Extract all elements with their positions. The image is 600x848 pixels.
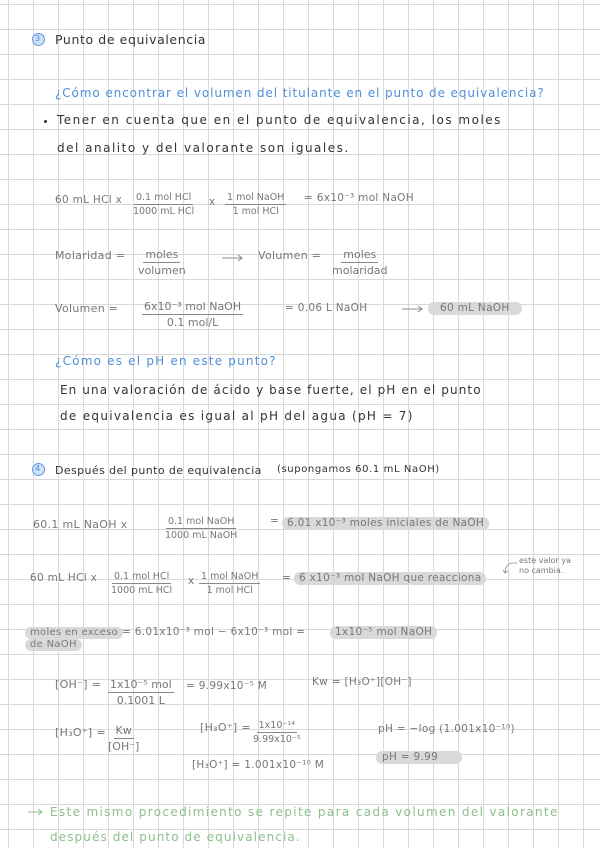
highlighted-label: de NaOH xyxy=(25,639,82,651)
formula-label: Molaridad = xyxy=(55,249,126,262)
equals-sign: = xyxy=(270,515,280,527)
fraction-numerator: 6x10⁻³ mol NaOH xyxy=(144,300,242,313)
molarity-fraction xyxy=(138,248,186,277)
calc-result: [H₃O⁺] = 1.001x10⁻¹⁰ M xyxy=(192,759,325,771)
arrow-icon xyxy=(28,808,44,816)
conversion-fraction xyxy=(133,192,194,217)
calc-term: 60 mL HCl x xyxy=(55,194,123,206)
highlighted-result: 60 mL NaOH xyxy=(428,302,522,315)
arrow-icon xyxy=(222,254,244,262)
fraction-denominator: 0.1001 L xyxy=(116,694,165,707)
fraction-numerator: Kw xyxy=(115,724,132,737)
section-number: 3 xyxy=(35,34,41,43)
footer-note-line: después del punto de equivalencia. xyxy=(50,830,301,844)
footer-note-line: Este mismo procedimiento se repite para cada volumen del valorante xyxy=(50,805,559,819)
conversion-fraction xyxy=(165,516,237,541)
multiply-sign: x xyxy=(188,575,195,587)
section-subtitle: (supongamos 60.1 mL NaOH) xyxy=(277,464,440,475)
arrow-icon xyxy=(402,305,424,313)
fraction-numerator: 1 mol NaOH xyxy=(227,192,285,203)
question-heading: ¿Cómo es el pH en este punto? xyxy=(55,354,277,368)
fraction-numerator: 1x10⁻¹⁴ xyxy=(258,720,296,731)
fraction-denominator: molaridad xyxy=(332,264,388,277)
fraction-denominator: 1000 mL HCl xyxy=(111,585,173,596)
fraction-denominator: 1 mol HCl xyxy=(206,585,253,596)
highlighted-result: 1x10⁻⁵ mol NaOH xyxy=(330,626,437,639)
formula-label: Volumen = xyxy=(55,302,119,315)
concentration-label: [OH⁻] = xyxy=(55,678,102,691)
margin-note: este valor ya xyxy=(519,556,571,565)
fraction-numerator: moles xyxy=(145,248,179,261)
highlighted-label: moles en exceso xyxy=(25,627,123,639)
fraction-denominator: [OH⁻] xyxy=(108,740,140,753)
concentration-label: [H₃O⁺] = xyxy=(200,721,251,734)
fraction-denominator: 9.99x10⁻⁵ xyxy=(253,734,301,745)
fraction-denominator: volumen xyxy=(138,264,186,277)
equals-sign: = xyxy=(282,572,292,584)
volume-fraction xyxy=(332,248,388,277)
bullet-dot xyxy=(44,120,47,123)
fraction-numerator: 0.1 mol HCl xyxy=(113,571,170,582)
section-title: Después del punto de equivalencia xyxy=(55,464,262,477)
hydronium-fraction xyxy=(108,724,139,753)
highlighted-result: 6 x10⁻³ mol NaOH que reacciona xyxy=(294,572,486,585)
calc-result: = 6x10⁻³ mol NaOH xyxy=(304,192,414,204)
section-number: 4 xyxy=(35,464,41,473)
section-title: Punto de equivalencia xyxy=(55,32,207,47)
fraction-denominator: 1 mol HCl xyxy=(232,206,279,217)
kw-expression: Kw = [H₃O⁺][OH⁻] xyxy=(312,676,412,688)
fraction-denominator: 1000 mL HCl xyxy=(133,206,195,217)
calc-result: = 9.99x10⁻⁵ M xyxy=(186,680,268,692)
conversion-fraction xyxy=(199,571,260,596)
fraction-numerator: 0.1 mol HCl xyxy=(135,192,192,203)
hydroxide-fraction xyxy=(108,678,174,707)
calc-result: = 0.06 L NaOH xyxy=(285,302,368,314)
highlighted-result: 6.01 x10⁻³ moles iniciales de NaOH xyxy=(282,517,489,530)
volume-calc-fraction xyxy=(142,300,243,329)
fraction-numerator: 1x10⁻⁵ mol xyxy=(110,678,172,691)
paragraph-line: En una valoración de ácido y base fuerte, el pH en el punto xyxy=(60,383,482,397)
highlighted-result: pH = 9.99 xyxy=(376,751,462,764)
conversion-fraction xyxy=(111,571,172,596)
hydronium-calc-fraction xyxy=(253,720,301,745)
paragraph-line: del analito y del valorante son iguales. xyxy=(57,141,350,155)
annotation-arrow-icon xyxy=(503,560,519,576)
ph-expression: pH = −log (1.001x10⁻¹⁰) xyxy=(378,723,515,735)
calc-equation: = 6.01x10⁻³ mol − 6x10⁻³ mol = xyxy=(122,626,306,638)
conversion-fraction xyxy=(225,192,286,217)
fraction-numerator: 1 mol NaOH xyxy=(201,571,259,582)
fraction-denominator: 0.1 mol/L xyxy=(166,316,219,329)
calc-term: 60.1 mL NaOH x xyxy=(33,518,128,531)
fraction-denominator: 1000 mL NaOH xyxy=(165,530,238,541)
fraction-numerator: moles xyxy=(343,248,377,261)
formula-label: Volumen = xyxy=(258,249,322,262)
fraction-numerator: 0.1 mol NaOH xyxy=(167,516,235,527)
question-heading: ¿Cómo encontrar el volumen del titulante en el punto de equivalencia? xyxy=(55,86,545,100)
calc-term: 60 mL HCl x xyxy=(30,572,98,584)
multiply-sign: x xyxy=(209,196,216,208)
margin-note: no cambia. xyxy=(519,566,564,575)
concentration-label: [H₃O⁺] = xyxy=(55,726,106,739)
paragraph-line: Tener en cuenta que en el punto de equivalencia, los moles xyxy=(57,113,502,127)
paragraph-line: de equivalencia es igual al pH del agua (pH = 7) xyxy=(60,409,414,423)
